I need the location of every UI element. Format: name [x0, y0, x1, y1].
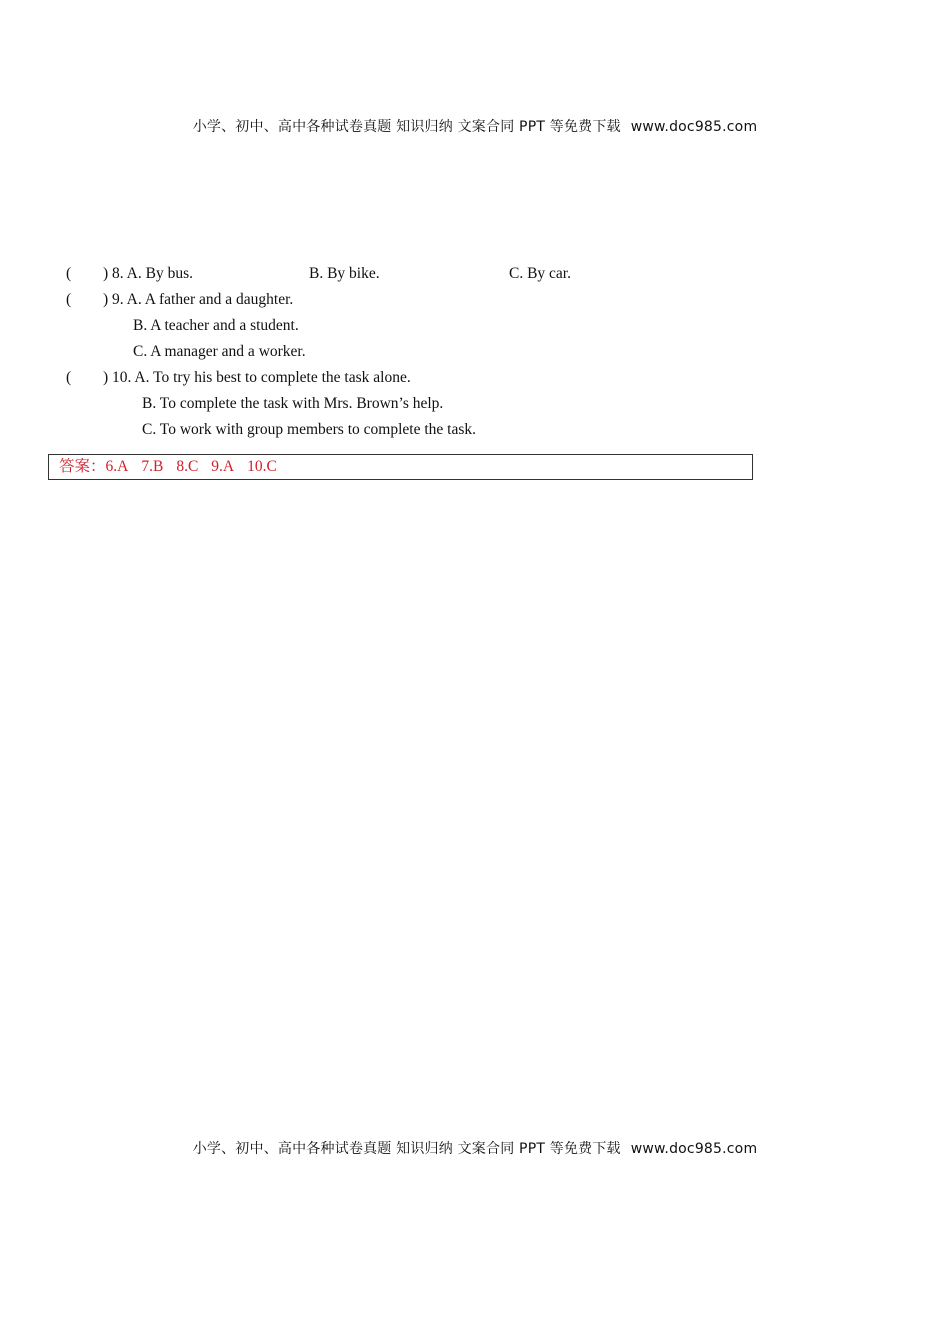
answer-blank-open: (: [66, 265, 72, 282]
footer-text: 小学、初中、高中各种试卷真题 知识归纳 文案合同 PPT 等免费下载: [192, 1141, 621, 1157]
answer-item: 10.C: [247, 458, 277, 475]
answer-key-box: [48, 454, 753, 480]
page-footer: [0, 1138, 950, 1158]
question-10: [0, 368, 950, 388]
question-9: [0, 290, 950, 310]
answer-item: 8.C: [176, 458, 199, 475]
question-9-option-c: C. A manager and a worker.: [133, 343, 306, 360]
answer-item: 9.A: [211, 458, 235, 475]
question-10-option-a: ) 10. A. To try his best to complete the task alone.: [103, 369, 411, 386]
answer-label: 答案：: [59, 458, 106, 475]
question-8: [0, 264, 950, 284]
question-8-option-b: B. By bike.: [309, 265, 380, 282]
question-10-option-b: B. To complete the task with Mrs. Brown’s help.: [142, 395, 444, 412]
answer-blank-open: (: [66, 291, 72, 308]
question-8-option-c: C. By car.: [509, 265, 571, 282]
answer-blank-open: (: [66, 369, 72, 386]
header-text: 小学、初中、高中各种试卷真题 知识归纳 文案合同 PPT 等免费下载: [192, 119, 621, 135]
answer-key: [59, 457, 290, 477]
answer-item: 7.B: [141, 458, 164, 475]
question-9-option-a: ) 9. A. A father and a daughter.: [103, 291, 294, 308]
answer-item: 6.A: [105, 458, 129, 475]
header-site-link[interactable]: www.doc985.com: [630, 119, 758, 135]
footer-site-link[interactable]: www.doc985.com: [630, 1141, 758, 1157]
question-8-option-a: ) 8. A. By bus.: [103, 265, 193, 282]
question-9-option-b: B. A teacher and a student.: [133, 317, 299, 334]
page-header: [0, 116, 950, 136]
question-10-option-c: C. To work with group members to complete the task.: [142, 421, 476, 438]
